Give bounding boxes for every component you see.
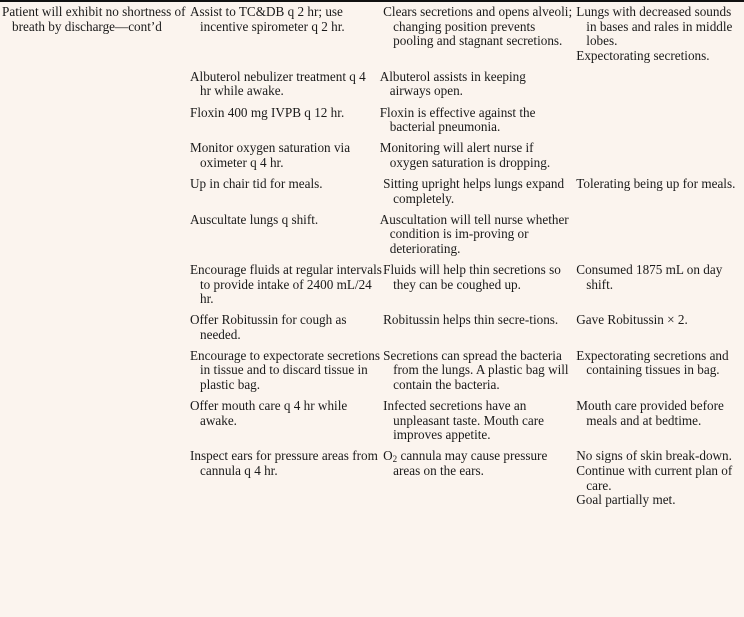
evaluation-cell xyxy=(576,263,744,307)
intervention-cell: Floxin 400 mg IVPB q 12 hr. xyxy=(190,104,345,120)
rationale-cell: Clears secretions and opens alveoli; changing position prevents pooling and stagnant secretions. xyxy=(383,4,573,49)
intervention-cell: Offer mouth care q 4 hr while awake. xyxy=(190,398,348,428)
evaluation-line: Tolerating being up for meals. xyxy=(576,175,736,191)
evaluation-cell xyxy=(576,449,744,507)
table-row xyxy=(190,106,744,135)
table-row xyxy=(190,263,744,307)
rationale-cell: Albuterol assists in keeping airways open. xyxy=(379,68,526,99)
rationale-cell xyxy=(383,449,576,507)
intervention-cell: Offer Robitussin for cough as needed. xyxy=(190,312,347,342)
oxygen-symbol: O xyxy=(383,448,393,464)
evaluation-cell xyxy=(576,399,744,443)
evaluation-cell xyxy=(576,349,744,393)
intervention-cell: Assist to TC&DB q 2 hr; use incentive spirometer q 2 hr. xyxy=(190,4,345,34)
rationale-cell: Floxin is effective against the bacterial pneumonia. xyxy=(379,104,536,135)
evaluation-line: Continue with current plan of care. xyxy=(576,463,733,493)
rationale-cell: Sitting upright helps lungs expand completely. xyxy=(383,175,565,206)
table-row xyxy=(190,313,744,342)
table-row xyxy=(190,213,744,257)
goal-cell: Patient will exhibit no shortness of breath by discharge—cont’d xyxy=(2,4,186,34)
table-row xyxy=(190,141,744,170)
evaluation-cell xyxy=(576,313,744,342)
rationale-cell: Robitussin helps thin secre-tions. xyxy=(383,312,559,328)
evaluation-line: Lungs with decreased sounds in bases and rales in middle lobes. xyxy=(576,4,733,49)
evaluation-line: Gave Robitussin × 2. xyxy=(576,312,688,328)
evaluation-line: Expectorating secretions and containing tissues in bag. xyxy=(576,347,729,378)
evaluation-cell xyxy=(576,5,744,63)
rationale-cell: Monitoring will alert nurse if oxygen saturation is dropping. xyxy=(379,140,551,170)
table-row xyxy=(190,70,744,99)
evaluation-line: Mouth care provided before meals and at bedtime. xyxy=(576,398,724,428)
rationale-text: cannula may cause pressure areas on the ears. xyxy=(393,448,548,479)
evaluation-cell xyxy=(569,106,744,135)
intervention-cell: Encourage to expectorate secretions in tissue and to discard tissue in plastic bag. xyxy=(190,347,381,393)
intervention-cell: Monitor oxygen saturation via oximeter q 4 hr. xyxy=(190,140,351,170)
intervention-cell: Inspect ears for pressure areas from cannula q 4 hr. xyxy=(190,448,378,479)
table-row xyxy=(190,399,744,443)
rationale-cell: Fluids will help thin secretions so they can be coughed up. xyxy=(383,261,561,292)
evaluation-line: Goal partially met. xyxy=(576,492,676,508)
intervention-cell: Albuterol nebulizer treatment q 4 hr while awake. xyxy=(190,68,366,99)
intervention-cell: Up in chair tid for meals. xyxy=(190,175,323,191)
table-row xyxy=(190,449,744,507)
evaluation-cell xyxy=(569,141,744,170)
evaluation-cell xyxy=(569,213,744,257)
evaluation-line: Consumed 1875 mL on day shift. xyxy=(576,261,723,292)
rationale-cell: Infected secretions have an unpleasant taste. Mouth care improves appetite. xyxy=(383,398,545,443)
table-top-rule xyxy=(0,0,744,2)
evaluation-line: Expectorating secretions. xyxy=(576,47,710,63)
table-row xyxy=(190,349,744,393)
care-plan-rows xyxy=(190,5,744,514)
evaluation-cell xyxy=(569,70,744,99)
table-row xyxy=(190,177,744,206)
evaluation-line: No signs of skin break-down. xyxy=(576,448,732,464)
evaluation-cell xyxy=(576,177,744,206)
rationale-cell: Auscultation will tell nurse whether condition is im-proving or deteriorating. xyxy=(379,211,569,256)
intervention-cell: Auscultate lungs q shift. xyxy=(190,211,319,227)
table-row xyxy=(190,5,744,63)
intervention-cell: Encourage fluids at regular intervals to provide intake of 2400 mL/24 hr. xyxy=(190,261,382,307)
rationale-cell: Secretions can spread the bacteria from the lungs. A plastic bag will contain the bacteria. xyxy=(383,347,569,393)
oxygen-subscript: 2 xyxy=(392,454,398,465)
